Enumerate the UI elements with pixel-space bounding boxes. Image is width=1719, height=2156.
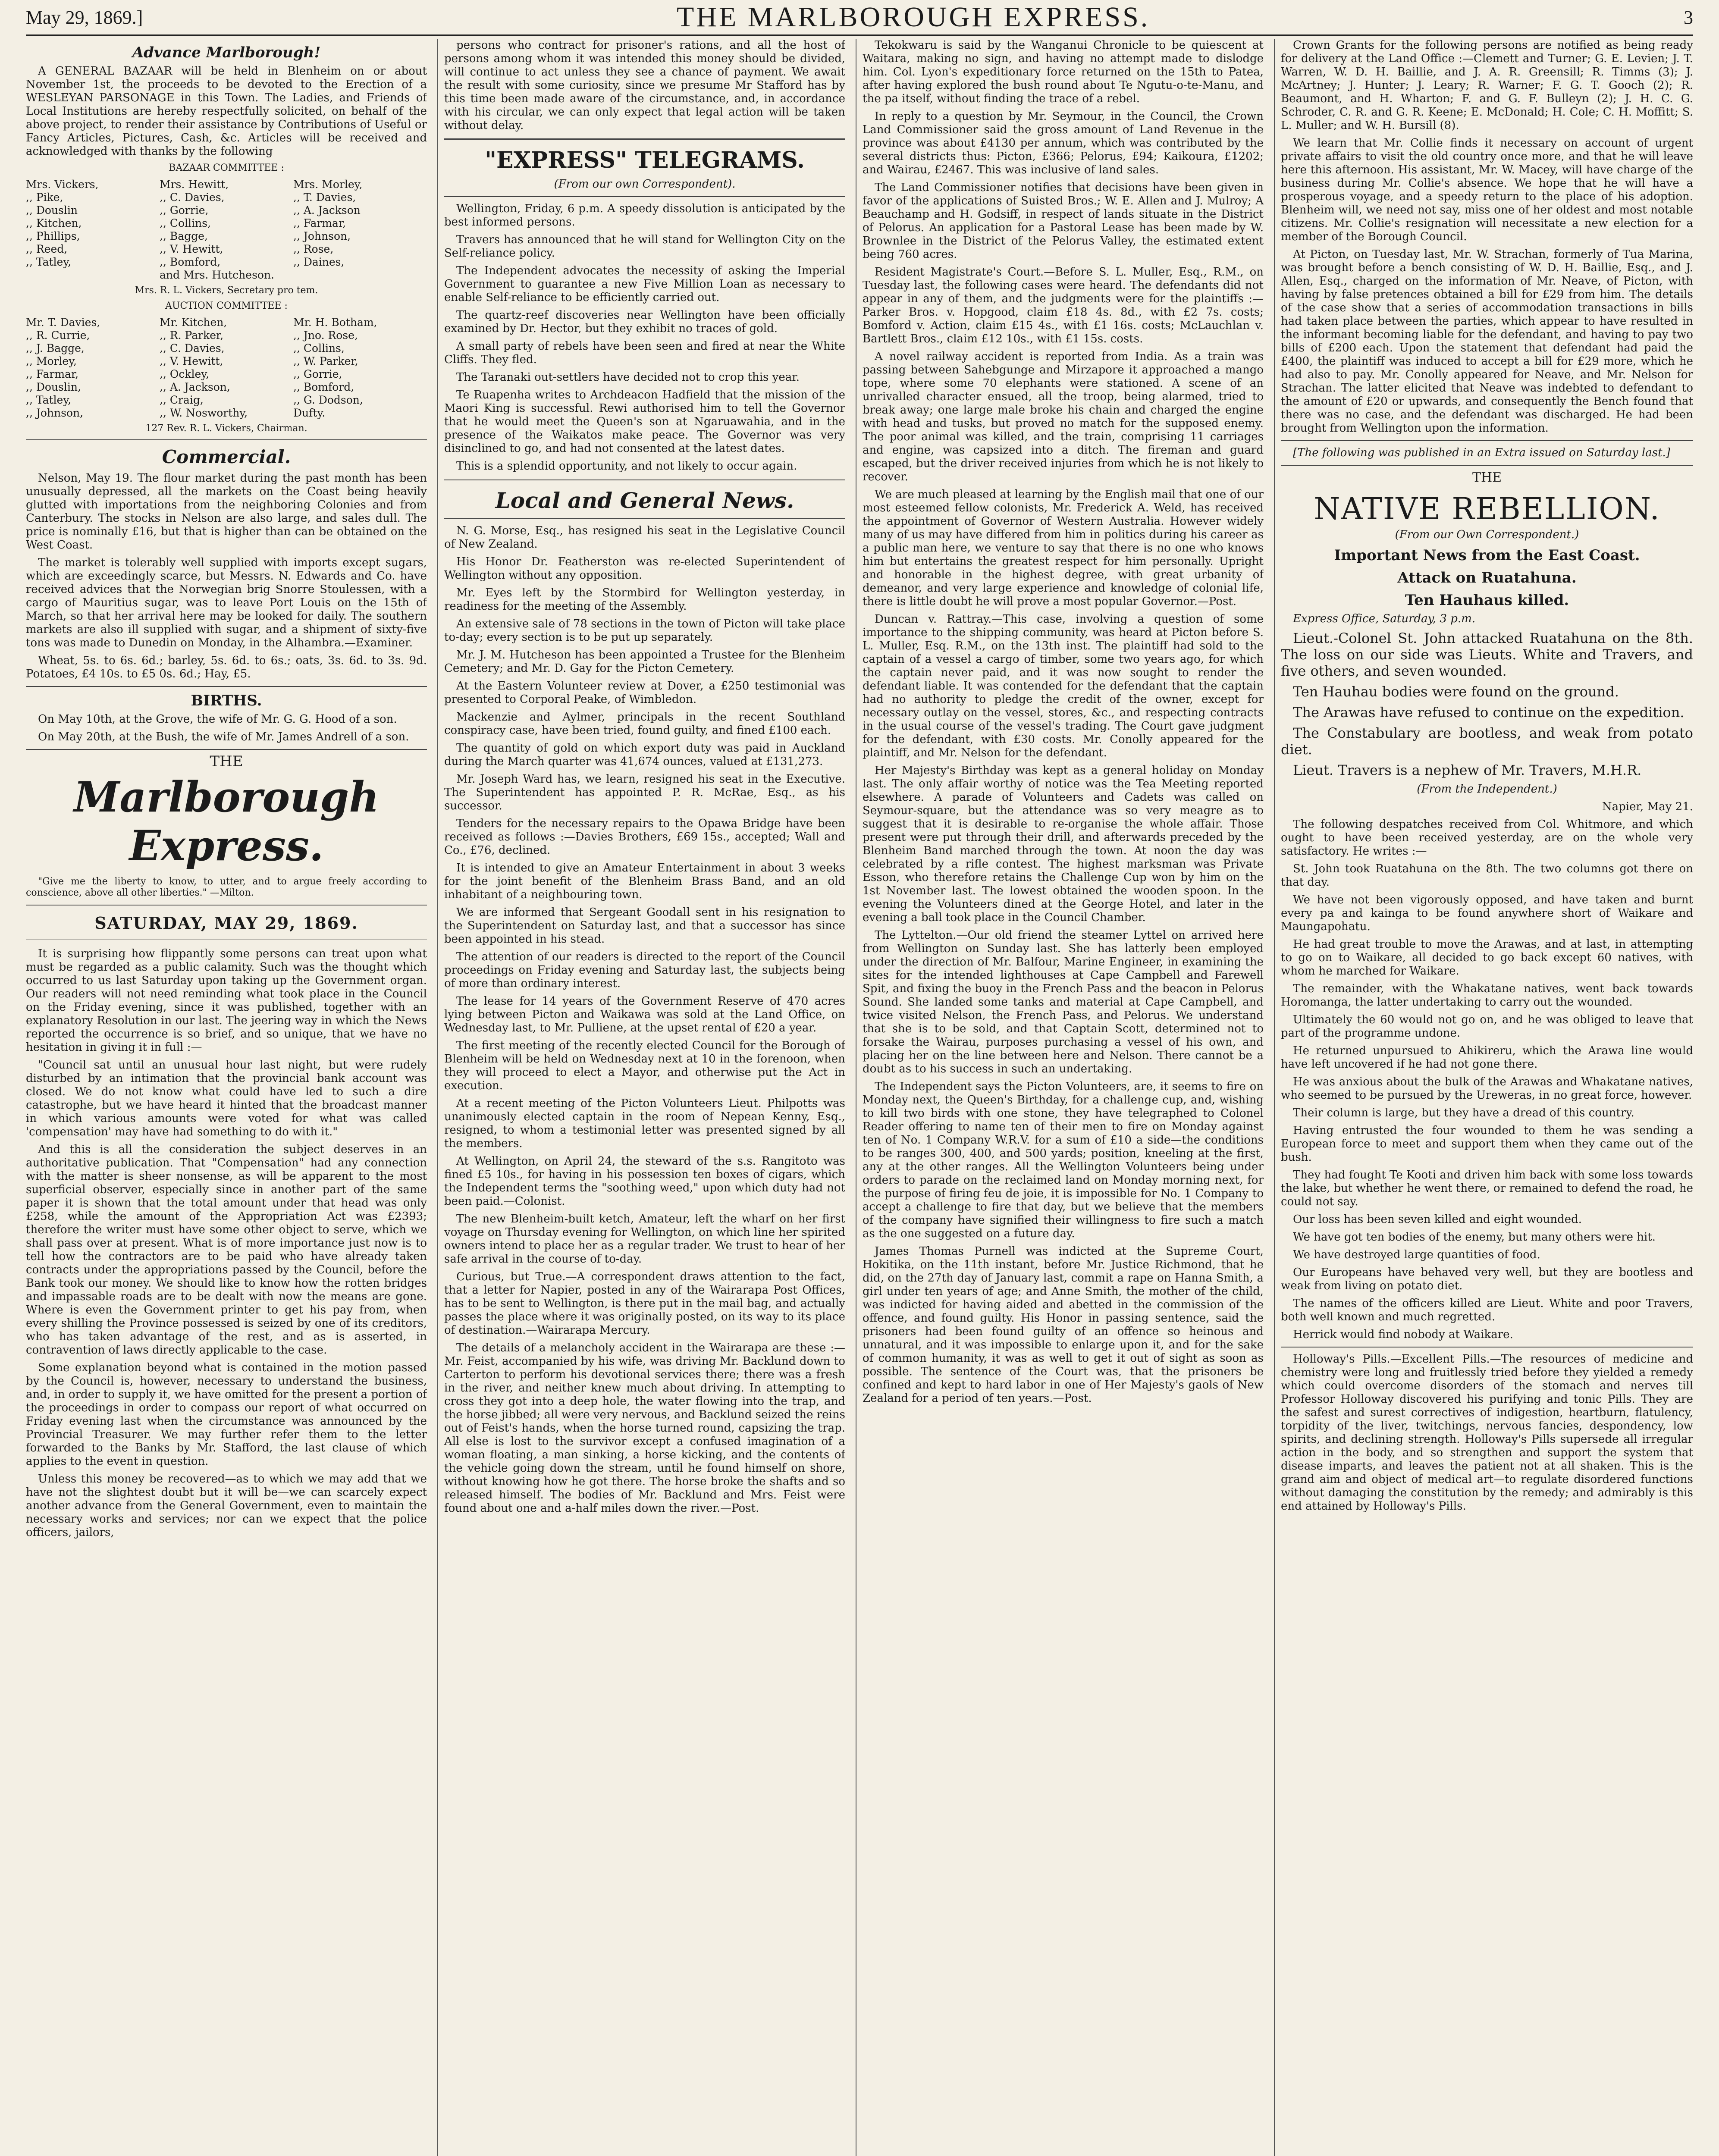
local-news-item: We are informed that Sergeant Goodall sent in his resignation to the Superintendent on Saturday last, and that a successor has since been appointed in his stead. — [444, 906, 845, 946]
napier-paragraph: The following despatches received from Col. Whitmore, and which ought to have been received yesterday, are on the whole very satisfactory. He writes :— — [1281, 818, 1693, 858]
news-paragraph: Crown Grants for the following persons are notified as being ready for delivery at the Land Office :—Clemett and Turner; G. E. Levien; J. T. Warren, W. D. H. Baillie, and J. A. R. Greensill; R. Timms (3); J. McArtney; J. Hunter; J. Leary; R. Warner; F. G. T. Gooch (2); R. Beaumont, and H. Wharton; F. and G. F. Bulleyn (2); J. H. C. G. Schroder, C. R. and G. R. Keene; E. McDonald; H. Cole; C. H. Moffitt; S. L. Muller; and W. H. Bursill (8). — [1281, 39, 1693, 132]
telegram-item: The quartz-reef discoveries near Wellington have been officially examined by Dr. Hector, but they exhibit no traces of gold. — [444, 309, 845, 335]
telegram-item: The Taranaki out-settlers have decided not to crop this year. — [456, 371, 800, 384]
committee-member: Mr. T. Davies, — [26, 316, 100, 329]
bazaar-committee-heading: BAZAAR COMMITTEE : — [169, 163, 284, 173]
committee-member: ,, Ockley, — [160, 368, 210, 380]
local-news-item: Tenders for the necessary repairs to the Opawa Bridge have been received as follows :—Davies Brothers, £69 15s., accepted; Wall and Co., £76, declined. — [444, 817, 845, 857]
telegrams-heading: "EXPRESS" TELEGRAMS. — [484, 147, 805, 173]
committee-member: ,, Collins, — [160, 217, 211, 229]
bazaar-notice: A GENERAL BAZAAR will be held in Blenheim on or about November 1st, the proceeds to be devoted to the Erection of a WESLEYAN PARSONAGE in this Town. The Ladies, and Friends of Local Institutions are hereby respectfully solicited, on behalf of the above project, to render their assistance by Contributions of Useful or Fancy Articles, Pictures, Cash, &c. Articles will be received and acknowledged with thanks by the following — [26, 65, 427, 158]
committee-member: ,, A. Jackson — [293, 204, 361, 216]
local-news-item: The new Blenheim-built ketch, Amateur, left the wharf on her first voyage on Thursday evening for Wellington, on which line her spirited owners intend to place her as a regular trader. We trust to hear of her safe arrival in the course of to-day. — [444, 1213, 845, 1266]
local-news-item: The details of a melancholy accident in the Wairarapa are these :—Mr. Feist, accompanied by his wife, was driving Mr. Backlund down to Carterton to perform his devotional services there; there was a fresh in the river, and neither knew much about driving. In attempting to cross they got into a deep hole, the water flowing into the trap, and the horse jibbed; all were very nervous, and Backlund seized the reins out of Feist's hands, when the horse turned round, capsizing the trap. All else is lost to the survivor except a confused imagination of a woman floating, a man sinking, a horse kicking, and the contents of the vehicle going down the stream, until he found himself on shore, without knowing how he got there. The horse broke the shafts and so released himself. The bodies of Mr. Backlund and Mrs. Feist were found about one and a-half miles down the river.—Post. — [444, 1341, 845, 1515]
header-title: THE MARLBOROUGH EXPRESS. — [677, 1, 1150, 33]
editorial-paragraph: Some explanation beyond what is contained in the motion passed by the Council is, however, necessary to understand the business, and, in order to supply it, we have omitted for the present a portion of the proceedings in order to compass our report of what occurred on Friday evening last when the circumstance was announced by the Provincial Treasurer. We may further refer them to the letter forwarded to the Banks by Mr. Stafford, the last clause of which applies to the event in question. — [26, 1361, 427, 1468]
committee-member: ,, Collins, — [293, 342, 345, 354]
commercial-paragraph: The market is tolerably well supplied with imports except sugars, which are exceedingly scarce, but Messrs. N. Edwards and Co. have received advices that the Norwegian brig Snorre Stoulessen, with a cargo of Mauritius sugar, was to leave Port Louis on the 15th of March, so that her arrival here may be looked for daily. The southern markets are also ill supplied with sugar, and a shipment of sixty-five tons was made to Dunedin on Monday, in the Alhambra.—Examiner. — [26, 556, 427, 649]
committee-member: Mrs. Vickers, — [26, 178, 99, 191]
editorial-paragraph: And this is all the consideration the subject deserves in an authoritative publication. That "Compensation" had any connection with the matter is sheer nonsense, as will be apparent to the most superficial observer, especially since in another part of the same paper it is shown that the total amount under that head was only £258, while the amount of the Appropriation Act was £2393; therefore the writer must have some other object to serve, which we shall pass over at present. What is of more importance just now is to tell how the contractors are to be paid who have already taken contracts under the appropriations passed by the Council, before the Bank took our money. We should like to know how the rotten bridges and impassable roads are to be dealt with now the means are gone. Where is even the Government printer to get his pay from, when every shilling the Province possessed is seized by one of its creditors, who has taken advantage of the rest, and as is asserted, in contravention of laws directly applicable to the case. — [26, 1143, 427, 1357]
native-headline: Important News from the East Coast. — [1334, 547, 1640, 564]
local-news-item: The first meeting of the recently elected Council for the Borough of Blenheim will be held on Wednesday next at 10 in the forenoon, when they will proceed to elect a Mayor, and otherwise put the Act in execution. — [444, 1039, 845, 1092]
committee-member: ,, C. Davies, — [160, 342, 225, 354]
native-dateline: Express Office, Saturday, 3 p.m. — [1293, 612, 1476, 625]
divider — [444, 138, 845, 141]
local-news-item: At the Eastern Volunteer review at Dover, a £250 testimonial was presented to Corporal Peake, of Wimbledon. — [444, 680, 845, 706]
local-news-heading: Local and General News. — [495, 488, 794, 513]
news-paragraph: Resident Magistrate's Court.—Before S. L. Muller, Esq., R.M., on Tuesday last, the following cases were heard. The defendants did not appear in any of them, and the judgments were for the plaintiffs :—Parker Bros. v. Hopgood, claim £18 4s. 8d., with £2 7s. costs; Bomford v. Action, claim £15 4s., with £1 16s. costs; McLauchlan v. Bartlett Bros., claim £12 10s., with £1 15s. costs. — [863, 266, 1264, 345]
column-4 — [1281, 39, 1693, 2156]
committee-member: and Mrs. Hutcheson. — [160, 269, 275, 281]
divider — [1281, 465, 1693, 466]
napier-paragraph: He returned unpursued to Ahikireru, which the Arawa line would have left uncovered if he had not gone there. — [1281, 1044, 1693, 1071]
committee-member: ,, Douslin, — [26, 381, 81, 393]
native-paragraph: The Arawas have refused to continue on the expedition. — [1293, 704, 1684, 721]
news-paragraph: Her Majesty's Birthday was kept as a general holiday on Monday last. The only affair worthy of notice was the Tea Meeting reported elsewhere. A parade of Volunteers and Cadets was called on Seymour-square, but the attendance was so very meagre as to suggest that it is desirable to re-organise the whole affair. Those present were put through their drill, and afterwards preceded by the Blenheim Band marched through the town. At noon the day was celebrated by a rifle contest. The highest marksman was Private Esson, who therefore retains the Challenge Cup won by him on the 1st November last. The lowest obtained the wooden spoon. In the evening the Volunteers dined at the George Hotel, and later in the evening a ball took place in the Council Chamber. — [863, 764, 1264, 924]
divider — [26, 686, 427, 687]
telegram-item: This is a splendid opportunity, and not likely to occur again. — [456, 460, 797, 473]
divider — [1281, 440, 1693, 441]
committee-member: ,, V. Hewitt, — [160, 355, 223, 367]
committee-member: ,, Daines, — [293, 256, 345, 268]
news-paragraph: The Land Commissioner notifies that decisions have been given in favor of the applications of Suisted Bros.; W. E. Allen and J. Mulroy; A Beauchamp and H. Godsiff, in respect of lands situate in the District of Pelorus. An application for a Pastoral Lease has been made by W. Brownlee in the District of the Pelorus Valley, the estimated extent being 760 acres. — [863, 181, 1264, 261]
committee-member: ,, Gorrie, — [160, 204, 209, 216]
committee-member: ,, Bagge, — [160, 230, 208, 242]
committee-member: ,, Pike, — [26, 191, 63, 204]
napier-paragraph: Our Europeans have behaved very well, but they are bootless and weak from living on potato diet. — [1281, 1266, 1693, 1292]
napier-paragraph: Having entrusted the four wounded to them he was sending a European force to meet and support them when they came out of the bush. — [1281, 1124, 1693, 1164]
divider — [444, 479, 845, 482]
telegram-item: The Independent advocates the necessity of asking the Imperial Government to guarantee a new Five Million Loan as necessary to enable Self-reliance to be efficiently carried out. — [444, 264, 845, 304]
napier-paragraph: We have not been vigorously opposed, and have taken and burnt every pa and kainga to be found anywhere short of Waikare and Maungapohatu. — [1281, 893, 1693, 933]
local-news-item: Mackenzie and Aylmer, principals in the recent Southland conspiracy case, have been tried, found guilty, and fined £100 each. — [444, 711, 845, 737]
committee-member — [293, 269, 427, 282]
auction-committee-heading: AUCTION COMMITTEE : — [165, 301, 288, 311]
page-header — [26, 0, 1693, 36]
native-paragraph: The Constabulary are bootless, and weak from potato diet. — [1281, 725, 1693, 758]
auction-committee-list — [26, 316, 427, 420]
napier-paragraph: St. John took Ruatahuna on the 8th. The two columns got there on that day. — [1281, 862, 1693, 889]
commercial-paragraph: Nelson, May 19. The flour market during the past month has been unusually depressed, all the markets on the Coast being heavily glutted with importations from the neighboring Colonies and from Canterbury. The stocks in Nelson are also large, and sales dull. The price is nominally £16, but that is higher than can be obtained on the West Coast. — [26, 472, 427, 552]
local-news-item: Mr. Eyes left by the Stormbird for Wellington yesterday, in readiness for the meeting of the Assembly. — [444, 586, 845, 613]
native-rebellion-heading: NATIVE REBELLION. — [1314, 491, 1660, 526]
divider — [26, 939, 427, 941]
editorial-paragraph: It is surprising how flippantly some persons can treat upon what must be regarded as a public calamity. Such was the thought which occurred to us last Saturday upon taking up the Government organ. Our readers will not need reminding what took place in the Council on the Friday evening, since it was published, together with an explanatory Resolution in our last. The jeering way in which the News reported the occurrence is so brief, and so unique, that we have no hesitation in giving it in full :— — [26, 947, 427, 1054]
committee-member: ,, Johnson, — [293, 230, 351, 242]
editorial-quote: "Council sat until an unusual hour last night, but were rudely disturbed by an intimation that the provincial bank account was closed. We do not know what could have led to such a dire catastrophe, but we have heard it hinted that the broadcast manner in which various amounts were voted for what was called 'compensation' may have had something to do with it." — [26, 1059, 427, 1138]
local-news-item: An extensive sale of 78 sections in the town of Picton will take place to-day; every section is to be put up separately. — [444, 617, 845, 644]
native-subheading: (From our Own Correspondent.) — [1395, 528, 1579, 541]
napier-dateline: Napier, May 21. — [1602, 800, 1693, 813]
committee-member: Dufty. — [293, 407, 326, 419]
bazaar-committee-list — [26, 178, 427, 282]
committee-member: ,, Gorrie, — [293, 368, 342, 380]
committee-member: ,, Tatley, — [26, 256, 72, 268]
local-news-item: The attention of our readers is directed to the report of the Council proceedings on Friday evening and Saturday last, the subjects being of more than ordinary interest. — [444, 950, 845, 990]
telegram-item: A small party of rebels have been seen and fired at near the White Cliffs. They fled. — [444, 340, 845, 366]
napier-paragraph: Herrick would find nobody at Waikare. — [1293, 1328, 1513, 1341]
birth-notice: On May 20th, at the Bush, the wife of Mr. James Andrell of a son. — [38, 730, 409, 743]
committee-member — [26, 269, 160, 282]
divider — [444, 518, 845, 519]
committee-member: Mr. H. Botham, — [293, 316, 377, 329]
committee-member: Mrs. Hewitt, — [160, 178, 229, 191]
editorial-paragraph: Unless this money be recovered—as to which we may add that we have not the slightest doubt but it will be—we can scarcely expect another advance from the General Government, even to maintain the necessary works and services; nor can we expect that the police officers, jailors, — [26, 1473, 427, 1539]
committee-member: ,, Reed, — [26, 243, 68, 255]
local-news-item: The lease for 14 years of the Government Reserve of 470 acres lying between Picton and Waikawa was sold at the Land Office, on Wednesday last, to Mr. Pulliene, at the upset rental of £20 a year. — [444, 995, 845, 1034]
committee-member: ,, T. Davies, — [293, 191, 356, 204]
local-news-item: At Wellington, on April 24, the steward of the s.s. Rangitoto was fined £5 10s., for having in his possession ten boxes of cigars, which the Independent terms the "soothing weed," upon which duty had not been paid.—Colonist. — [444, 1155, 845, 1208]
committee-member: Mrs. Morley, — [293, 178, 363, 191]
committee-member: Mr. Kitchen, — [160, 316, 227, 329]
native-headline: Attack on Ruatahuna. — [1397, 569, 1577, 586]
napier-paragraph: He had great trouble to move the Arawas, and at last, in attempting to go on to Waikare, all decided to go back except 60 natives, with whom he marched for Waikare. — [1281, 938, 1693, 978]
commercial-prices: Wheat, 5s. to 6s. 6d.; barley, 5s. 6d. to 6s.; oats, 3s. 6d. to 3s. 9d. Potatoes, £4 10s. to £5 0s. 6d.; Hay, £5. — [26, 654, 427, 680]
telegram-item: Te Ruapenha writes to Archdeacon Hadfield that the mission of the Maori King is successful. Rewi authorised him to tell the Governor that he would meet the Queen's son at Ngaruawahia, and in the presence of the Waikatos make peace. The Governor was very disinclined to go, and had not consented at the latest dates. — [444, 389, 845, 455]
local-news-item: At a recent meeting of the Picton Volunteers Lieut. Philpotts was unanimously elected captain in the room of Nepean Kenny, Esq., resigned, to whom a testimonial letter was presented signed by all the members. — [444, 1097, 845, 1150]
column-rule — [1274, 39, 1275, 2156]
news-paragraph: In reply to a question by Mr. Seymour, in the Council, the Crown Land Commissioner said the gross amount of Land Revenue in the province was about £4130 per annum, which was contributed by the several districts thus: Picton, £366; Pelorus, £94; Kaikoura, £1202; and Wairau, £2467. This was inclusive of land sales. — [863, 110, 1264, 176]
napier-paragraph: We have destroyed large quantities of food. — [1293, 1248, 1540, 1261]
news-paragraph: At Picton, on Tuesday last, Mr. W. Strachan, formerly of Tua Marina, was brought before a bench consisting of W. D. H. Baillie, Esq., and J. Allen, Esq., charged on the information of Mr. Neave, of Picton, with having by false pretences obtained a bill for £29 from him. The details of the case show that a series of accommodation transactions in bills had taken place between the parties, which appear to have resulted in the informant becoming liable for the defendant, and having to pay two bills of £200 each. Upon the statement that defendant had paid the £400, the plaintiff was induced to accept a bill for £29 more, which he had also to pay. Mr. Conolly appeared for Neave, and Mr. Nelson for Strachan. The latter elicited that Neave was indebted to defendant to the amount of £20 or upwards, and consequently the Bench found that there was no case, and the defendant was discharged. He had been brought from Wellington upon the information. — [1281, 248, 1693, 435]
paper-the: THE — [210, 753, 243, 770]
independent-note: (From the Independent.) — [1417, 783, 1557, 796]
holloway-advert: Holloway's Pills.—Excellent Pills.—The resources of medicine and chemistry were long and fruitlessly tried before they yielded a remedy which could overcome disorders of the stomach and nerves till Professor Holloway discovered his purifying and tonic Pills. They are the safest and surest correctives of indigestion, heartburn, flatulency, torpidity of the liver, twitchings, nervous fancies, despondency, low spirits, and declining strength. Holloway's Pills supersede all irregular action in the body, and so strengthen and support the system that disease imparts, and leaves the patient not at all shaken. This is the grand aim and object of medical art—to regulate disordered functions without damaging the constitution by the remedy; and admirably is this end attained by Holloway's Pills. — [1281, 1353, 1693, 1513]
telegrams-subheading: (From our own Correspondent). — [554, 178, 736, 191]
native-paragraph: Lieut. Travers is a nephew of Mr. Travers, M.H.R. — [1293, 762, 1642, 778]
committee-member: ,, Farmar, — [26, 368, 79, 380]
news-paragraph: Duncan v. Rattray.—This case, involving a question of some importance to the shipping community, was heard at Picton before S. L. Muller, Esq. R.M., on the 13th inst. The plaintiff had sold to the captain of a vessel a cargo of timber, some two years ago, for which the captain never paid, and it was now sought to render the defendant liable. It was contended for the defendant that the captain had no authority to pledge the credit of the owner, except for necessary outlay on the vessel, stores, &c., and respecting contracts in the usual course of the vessel's trading. The Court gave judgment for the defendant, with £30 costs. Mr. Conolly appeared for the plaintiff, and Mr. Nelson for the defendant. — [863, 613, 1264, 759]
committee-member: ,, Tatley, — [26, 394, 72, 406]
divider — [26, 905, 427, 907]
committee-member: ,, Craig, — [160, 394, 204, 406]
births-heading: BIRTHS. — [191, 692, 262, 709]
committee-member: ,, Johnson, — [26, 407, 84, 419]
committee-member: ,, Rose, — [293, 243, 334, 255]
committee-member: ,, Phillips, — [26, 230, 80, 242]
divider — [1281, 1347, 1693, 1348]
napier-paragraph: Their column is large, but they have a dread of this country. — [1293, 1106, 1634, 1119]
news-paragraph: Tekokwaru is said by the Wanganui Chronicle to be quiescent at Waitara, making no sign, and having no attempt made to dislodge him. Col. Lyon's expeditionary force returned on the 15th to Patea, after having explored the bush round about Te Ngutu-o-te-Manu, and the pa itself, without finding the trace of a rebel. — [863, 39, 1264, 105]
extra-issue-note: [The following was published in an Extra issued on Saturday last.] — [1293, 446, 1670, 459]
local-news-item: Mr. J. M. Hutcheson has been appointed a Trustee for the Blenheim Cemetery; and Mr. D. Gay for the Picton Cemetery. — [444, 649, 845, 675]
committee-member: ,, Kitchen, — [26, 217, 82, 229]
telegram-item: Wellington, Friday, 6 p.m. A speedy dissolution is anticipated by the best informed persons. — [444, 202, 845, 229]
local-news-item: It is intended to give an Amateur Entertainment in about 3 weeks for the joint benefit of the Blenheim Brass Band, and an old inhabitant of a neighbouring town. — [444, 862, 845, 901]
local-news-item: Mr. Joseph Ward has, we learn, resigned his seat in the Executive. The Superintendent has appointed P. R. McRae, Esq., as his successor. — [444, 773, 845, 812]
paper-nameplate: Marlborough Express. — [74, 773, 379, 870]
committee-member: ,, V. Hewitt, — [160, 243, 223, 255]
divider — [26, 439, 427, 440]
napier-paragraph: They had fought Te Kooti and driven him back with some loss towards the lake, but whether he went there, or remained to defend the road, he could not say. — [1281, 1169, 1693, 1208]
news-paragraph: James Thomas Purnell was indicted at the Supreme Court, Hokitika, on the 11th instant, before Mr. Justice Richmond, that he did, on the 27th day of January last, commit a rape on Hanna Smith, a girl under ten years of age; and Anne Smith, the mother of the child, was indicted for having aided and abetted in the commission of the offence, and found guilty. His Honor in passing sentence, said the prisoners had been found guilty of an offence so heinous and unnatural, and it was impossible to enlarge upon it, and for the sake of common humanity, it was as well to get it out of sight as soon as possible. The sentence of the Court was, that the prisoners be confined and kept to hard labor in one of Her Majesty's gaols of New Zealand for a period of ten years.—Post. — [863, 1245, 1264, 1405]
committee-member: ,, Douslin — [26, 204, 78, 216]
native-the: THE — [1472, 470, 1502, 485]
committee-member: ,, Morley, — [26, 355, 77, 367]
divider — [444, 196, 845, 197]
committee-member: ,, R. Currie, — [26, 329, 90, 342]
napier-paragraph: The remainder, with the Whakatane natives, went back towards Horomanga, the latter undertaking to carry out the wounded. — [1281, 982, 1693, 1009]
local-news-item: His Honor Dr. Featherston was re-elected Superintendent of Wellington without any opposition. — [444, 555, 845, 582]
committee-member: ,, A. Jackson, — [160, 381, 230, 393]
committee-member: ,, R. Parker, — [160, 329, 224, 342]
napier-paragraph: Our loss has been seven killed and eight wounded. — [1293, 1213, 1582, 1226]
native-paragraph: Lieut.-Colonel St. John attacked Ruatahuna on the 8th. The loss on our side was Lieuts. White and Travers, and five others, and seven wounded. — [1281, 630, 1693, 679]
paper-motto: "Give me the liberty to know, to utter, and to argue freely according to conscience, above all other liberties." —Milton. — [26, 876, 427, 898]
committee-member: ,, J. Bagge, — [26, 342, 85, 354]
column-3 — [863, 39, 1264, 2156]
local-news-item: N. G. Morse, Esq., has resigned his seat in the Legislative Council of New Zealand. — [444, 524, 845, 551]
committee-member: ,, Jno. Rose, — [293, 329, 358, 342]
news-paragraph: The Lyttelton.—Our old friend the steamer Lyttel on arrived here from Wellington on Sunday last. She has latterly been employed under the direction of Mr. Balfour, Marine Engineer, in examining the sites for the intended lighthouses at Cape Campbell and Farewell Spit, and fixing the buoy in the French Pass and the beacon in Pelorus Sound. She landed some tanks and material at Cape Campbell, and twice visited Nelson, the French Pass, and Pelorus. We understand that she is to be sold, and that Captain Scott, determined not to forsake the Wairau, purposes purchasing a vessel of his own, and placing her on the line between here and Nelson. There cannot be a doubt as to his success in such an undertaking. — [863, 929, 1264, 1075]
news-paragraph: We are much pleased at learning by the English mail that one of our most esteemed fellow colonists, Mr. Frederick A. Weld, has received the appointment of Governor of Western Australia. However widely many of us may have differed from him in politics during his career as a public man here, we venture to say that there is no one who knows him but entertains the greatest respect for him personally. Upright and honorable in the highest degree, with great urbanity of demeanor, and very large experience and knowledge of colonial life, there is little doubt he will prove a most popular Governor.—Post. — [863, 488, 1264, 608]
header-page-number: 3 — [1684, 6, 1693, 28]
napier-paragraph: We have got ten bodies of the enemy, but many others were hit. — [1293, 1231, 1656, 1244]
auction-chairman: 127 Rev. R. L. Vickers, Chairman. — [145, 423, 307, 434]
committee-member: ,, W. Nosworthy, — [160, 407, 248, 419]
column-1 — [26, 39, 427, 2156]
napier-paragraph: The names of the officers killed are Lieut. White and poor Travers, both well known and much regretted. — [1281, 1297, 1693, 1323]
local-news-item: The quantity of gold on which export duty was paid in Auckland during the March quarter was 41,674 ounces, valued at £131,273. — [444, 742, 845, 768]
header-date: May 29, 1869.] — [26, 6, 143, 28]
native-headline: Ten Hauhaus killed. — [1405, 592, 1569, 609]
napier-paragraph: Ultimately the 60 would not go on, and he was obliged to leave that part of the programme undone. — [1281, 1013, 1693, 1040]
news-paragraph: We learn that Mr. Collie finds it necessary on account of urgent private affairs to visit the old country once more, and that he will leave here this afternoon. His assistant, Mr. W. Macey, will have charge of the business during Mr. Collie's absence. We hope that he will have a prosperous voyage, and a speedy return to the place of his adoption. Blenheim will, we need not say, miss one of her oldest and most notable citizens. Mr. Collie's resignation will necessitate a new election for a member of the Borough Council. — [1281, 137, 1693, 243]
editorial-continued: persons who contract for prisoner's rations, and all the host of persons among whom it was intended this money should be divided, will continue to act unless they see a chance of payment. We await the result with some curiosity, since we presume Mr Stafford has by this time been made aware of the circumstance, and, in accordance with his circular, we can only expect that legal action will be taken without delay. — [444, 39, 845, 132]
committee-member: ,, W. Parker, — [293, 355, 358, 367]
bazaar-secretary: Mrs. R. L. Vickers, Secretary pro tem. — [135, 285, 318, 296]
committee-member: ,, G. Dodson, — [293, 394, 363, 406]
news-paragraph: A novel railway accident is reported from India. As a train was passing between Sahebgunge and Mirzapore it approached a mango tope, where some 70 elephants were stationed. A scene of an unrivalled character ensued, all the troop, being alarmed, tried to break away; one large male broke his chain and charged the engine with head and tusks, but proved no match for the supposed enemy. The poor animal was killed, and the train, comprising 11 carriages and engine, was capsized into a ditch. The fireman and guard escaped, but the driver received injuries from which he is not likely to recover. — [863, 350, 1264, 483]
telegram-item: Travers has announced that he will stand for Wellington City on the Self-reliance policy. — [444, 233, 845, 260]
bazaar-heading: Advance Marlborough! — [132, 44, 321, 61]
committee-member: ,, Bomford, — [293, 381, 354, 393]
napier-paragraph: He was anxious about the bulk of the Arawas and Whakatane natives, who seemed to be pursued by the Ureweras, in no great force, however. — [1281, 1075, 1693, 1102]
committee-member: ,, C. Davies, — [160, 191, 225, 204]
commercial-heading: Commercial. — [162, 446, 291, 467]
column-2 — [444, 39, 845, 2156]
committee-member: ,, Farmar, — [293, 217, 346, 229]
committee-member: ,, Bomford, — [160, 256, 221, 268]
native-paragraph: Ten Hauhau bodies were found on the ground. — [1293, 683, 1619, 700]
column-rule — [437, 39, 438, 2156]
local-news-item: Curious, but True.—A correspondent draws attention to the fact, that a letter for Napier, posted in any of the Wairarapa Post Offices, has to be sent to Wellington, is there put in the mail bag, and actually passes the place where it was originally posted, on its way to its place of destination.—Wairarapa Mercury. — [444, 1270, 845, 1337]
birth-notice: On May 10th, at the Grove, the wife of Mr. G. G. Hood of a son. — [38, 713, 397, 726]
divider — [26, 749, 427, 750]
news-paragraph: The Independent says the Picton Volunteers, are, it seems to fire on Monday next, the Queen's Birthday, for a challenge cup, and, wishing to kill two birds with one stone, they have telegraphed to Colonel Reader offering to name ten of their men to fire on Monday against ten of No. 1 Company W.R.V. for a sum of £10 a side—the conditions to be ranges 300, 400, and 500 yards; position, kneeling at the first, any at the other ranges. All the Wellington Volunteers being under orders to parade on the reclaimed land on Monday morning next, for the purpose of firing feu de joie, it is impossible for No. 1 Company to accept a challenge to fire that day, but we believe that the members of the company have signified their willingness to fire such a match as the one suggested on a future day. — [863, 1080, 1264, 1240]
issue-date: SATURDAY, MAY 29, 1869. — [94, 913, 358, 933]
